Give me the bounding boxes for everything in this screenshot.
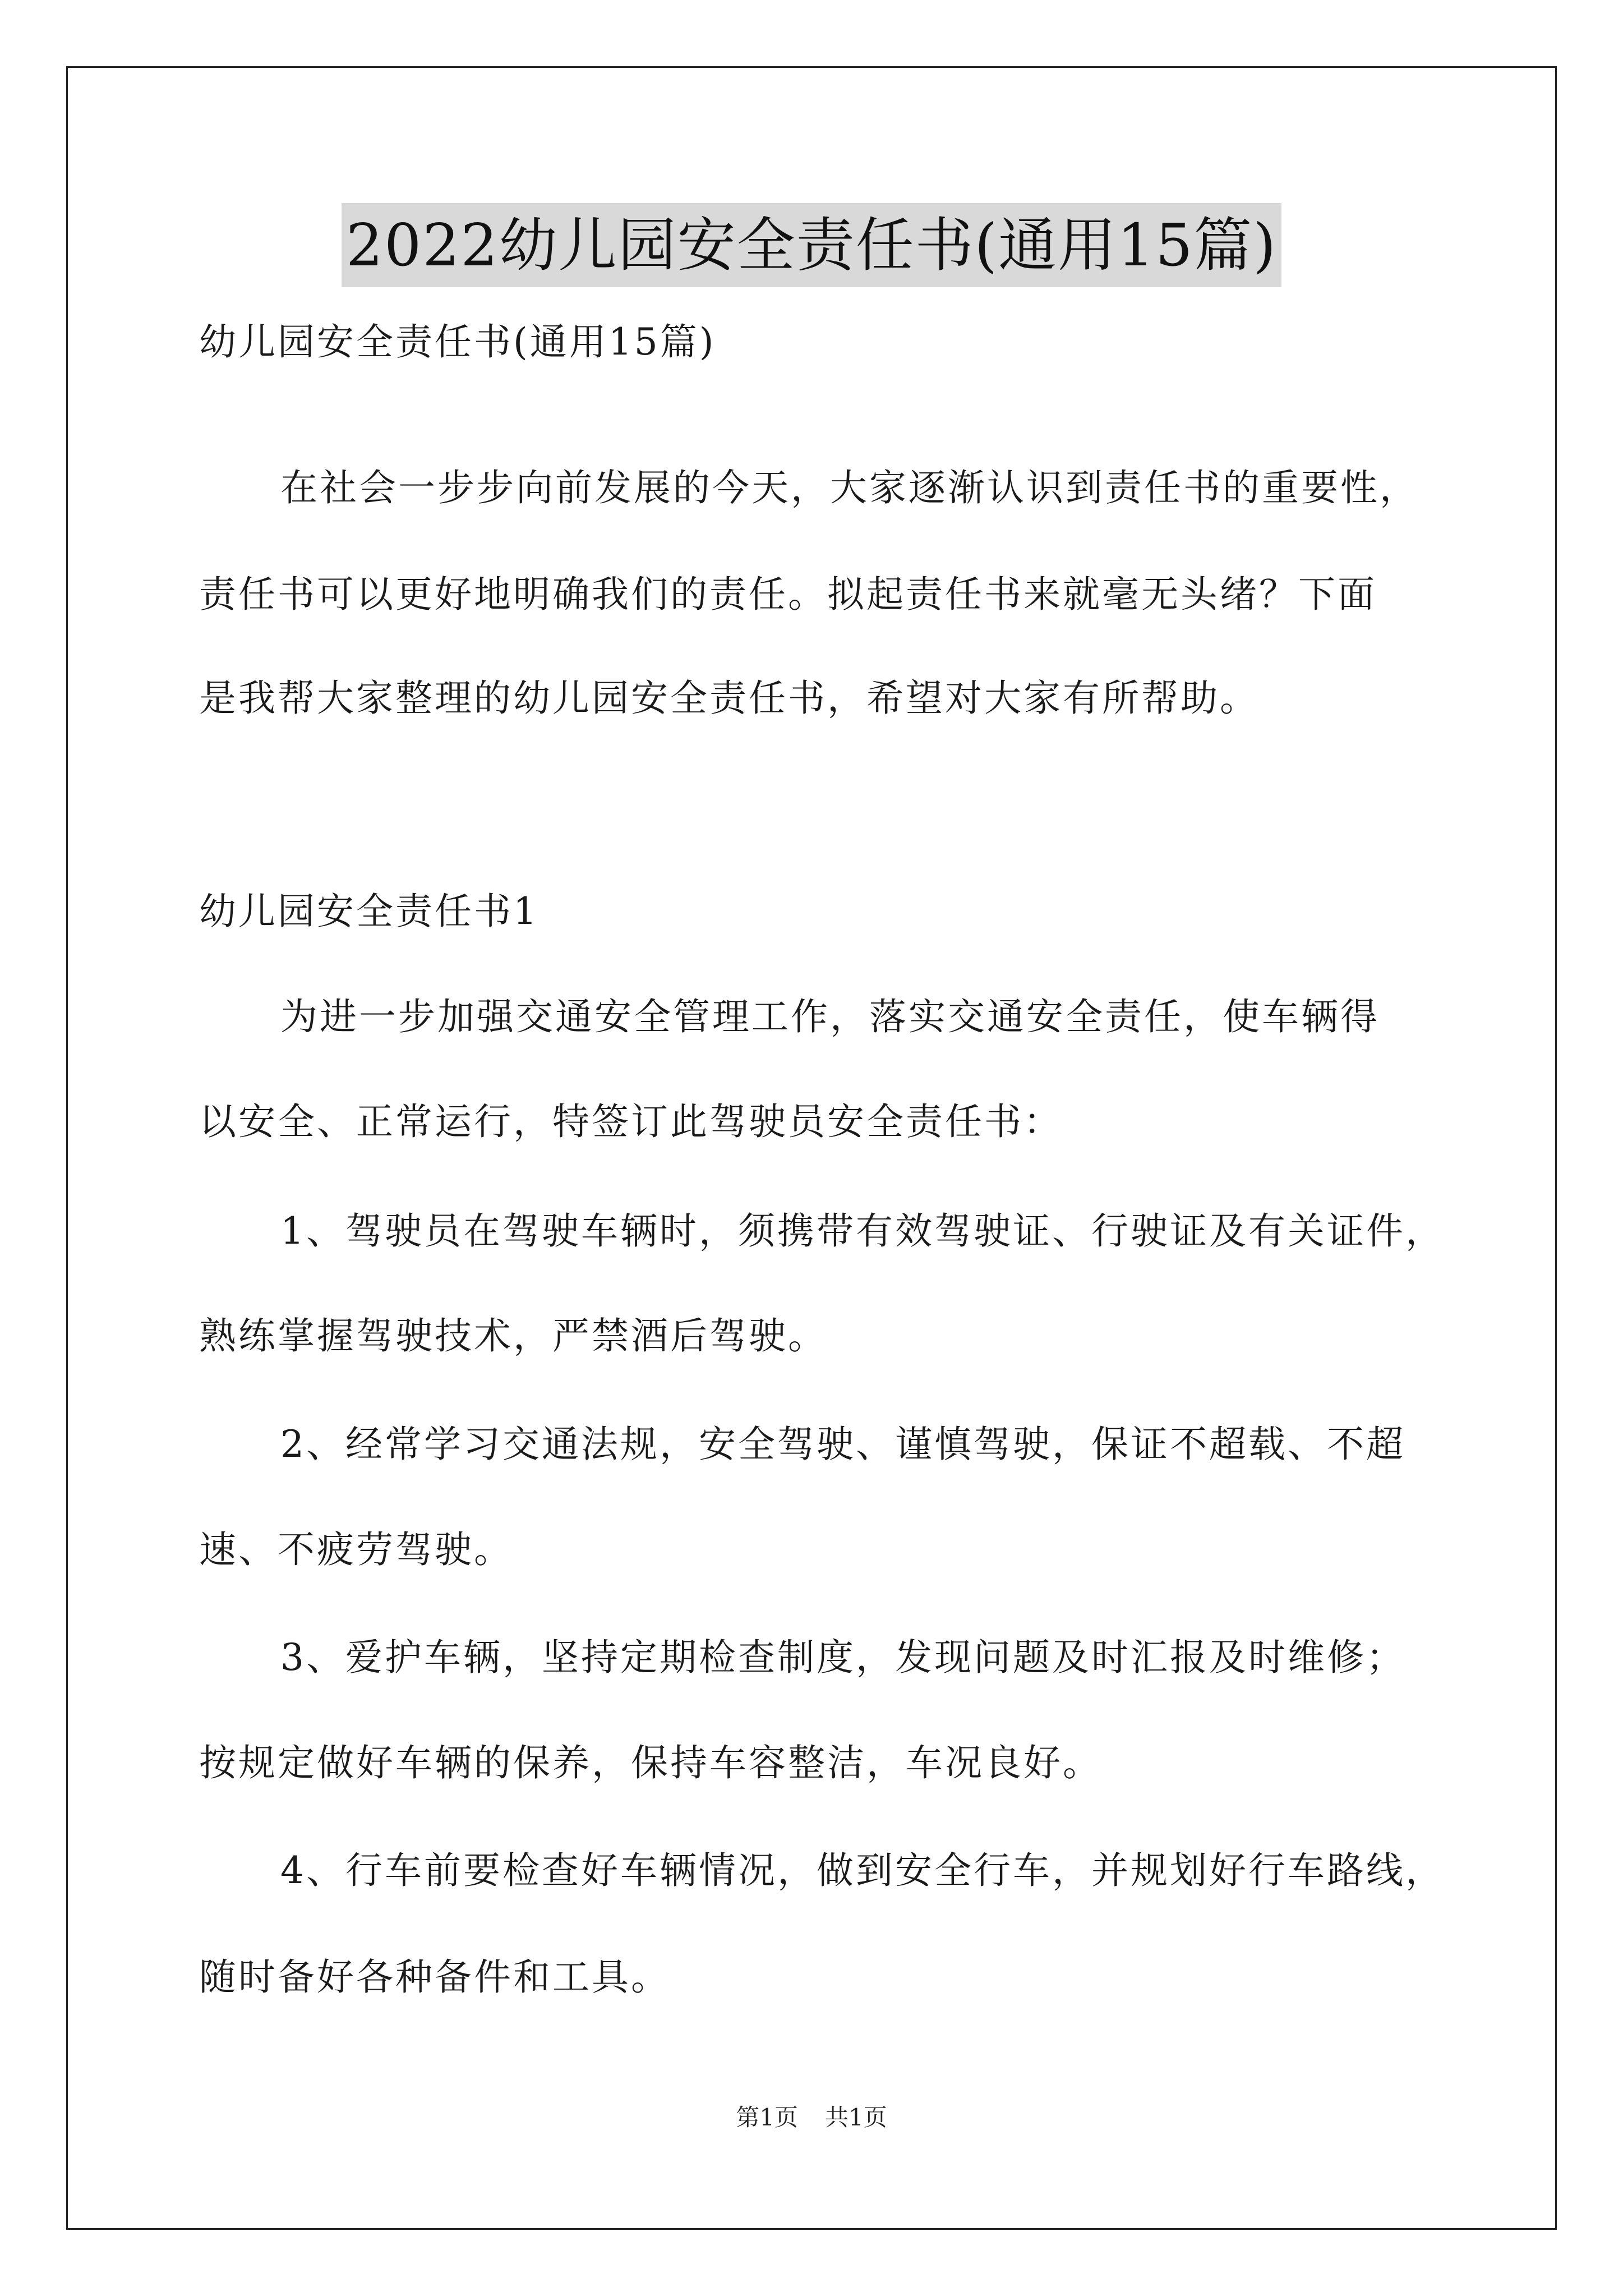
body-line: 以安全、正常运行，特签订此驾驶员安全责任书： — [199, 1100, 1063, 1143]
title-container — [0, 203, 1623, 287]
page-number: 第1页 — [736, 2104, 798, 2131]
document-title: 2022幼儿园安全责任书(通用15篇) — [342, 203, 1281, 287]
body-line: 速、不疲劳驾驶。 — [199, 1528, 513, 1571]
body-line: 随时备好各种备件和工具。 — [199, 1955, 670, 1999]
body-line: 3、爱护车辆，坚持定期检查制度，发现问题及时汇报及时维修； — [280, 1636, 1405, 1679]
body-line: 按规定做好车辆的保养，保持车容整洁，车况良好。 — [199, 1741, 1102, 1784]
document-subtitle: 幼儿园安全责任书(通用15篇) — [199, 320, 716, 364]
page-total: 共1页 — [825, 2104, 887, 2131]
body-line: 1、驾驶员在驾驶车辆时，须携带有效驾驶证、行驶证及有关证件， — [280, 1209, 1445, 1253]
page-footer — [0, 2101, 1623, 2134]
body-line: 熟练掌握驾驶技术，严禁酒后驾驶。 — [199, 1314, 827, 1358]
intro-line: 责任书可以更好地明确我们的责任。拟起责任书来就毫无头绪？下面 — [199, 573, 1377, 616]
page-border — [66, 66, 1557, 2230]
body-line: 4、行车前要检查好车辆情况，做到安全行车，并规划好行车路线， — [280, 1849, 1445, 1892]
body-line: 为进一步加强交通安全管理工作，落实交通安全责任，使车辆得 — [280, 995, 1380, 1038]
intro-line: 是我帮大家整理的幼儿园安全责任书，希望对大家有所帮助。 — [199, 677, 1259, 720]
intro-line: 在社会一步步向前发展的今天，大家逐渐认识到责任书的重要性， — [280, 466, 1419, 509]
section-heading: 幼儿园安全责任书1 — [199, 890, 539, 933]
body-line: 2、经常学习交通法规，安全驾驶、谨慎驾驶，保证不超载、不超 — [280, 1423, 1405, 1466]
